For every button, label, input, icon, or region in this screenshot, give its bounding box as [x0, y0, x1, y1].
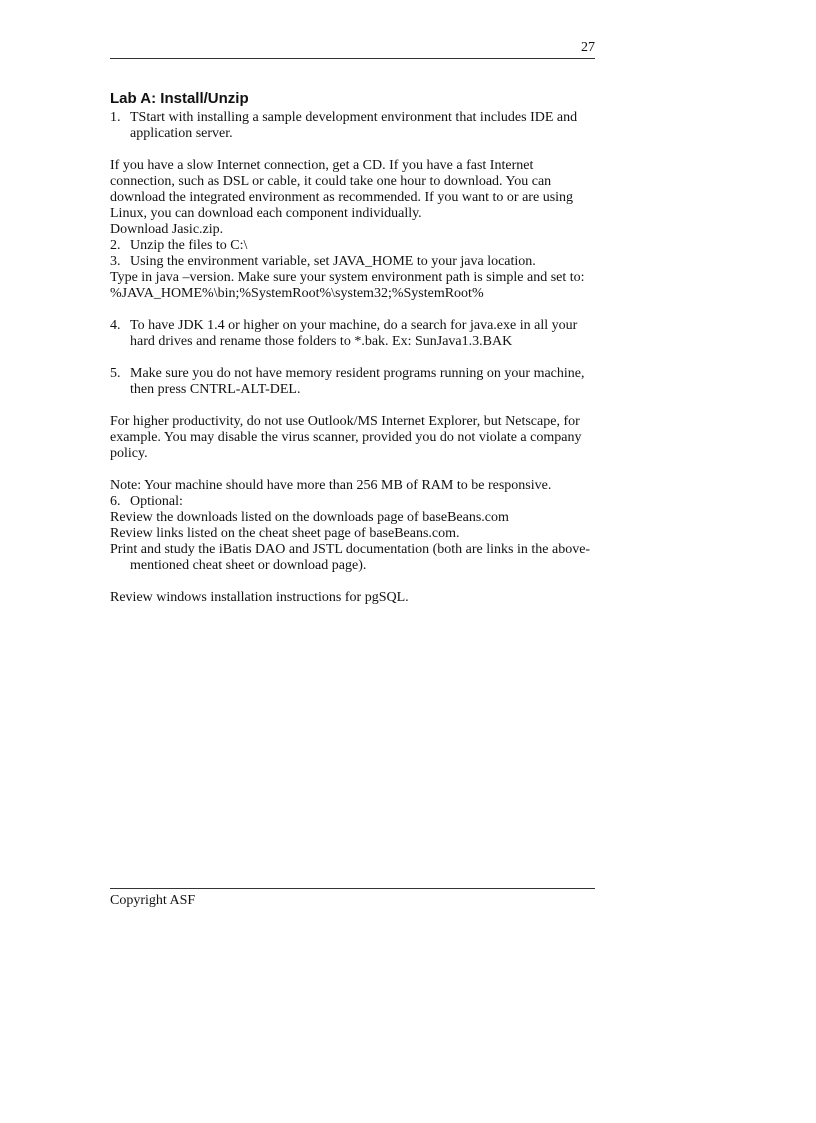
- review-links-line: Review links listed on the cheat sheet page of baseBeans.com.: [110, 526, 460, 541]
- step-number: 2.: [110, 238, 121, 253]
- step-number: 1.: [110, 110, 121, 125]
- step-number: 3.: [110, 254, 121, 269]
- step-number: 5.: [110, 366, 121, 381]
- step-text: TStart with installing a sample development environment that includes IDE and application server.: [130, 110, 578, 141]
- ram-note: Note: Your machine should have more than 256 MB of RAM to be responsive.: [110, 478, 552, 493]
- step-text: Using the environment variable, set JAVA_HOME to your java location.: [130, 254, 536, 269]
- page-number: 27: [581, 40, 595, 55]
- step-2: [110, 238, 595, 254]
- step-4: [110, 318, 595, 350]
- print-study-line: Print and study the iBatis DAO and JSTL documentation (both are links in the above-mentioned cheat sheet or download page).: [110, 542, 591, 573]
- step-text: Optional:: [130, 494, 183, 509]
- step-text: To have JDK 1.4 or higher on your machine, do a search for java.exe in all your hard drives and rename those folders to *.bak. Ex: SunJava1.3.BAK: [130, 318, 578, 349]
- path-line: %JAVA_HOME%\bin;%SystemRoot%\system32;%SystemRoot%: [110, 286, 484, 301]
- step-number: 6.: [110, 494, 121, 509]
- productivity-paragraph: For higher productivity, do not use Outlook/MS Internet Explorer, but Netscape, for example. You may disable the virus scanner, provided you do not violate a company policy.: [110, 414, 582, 461]
- review-downloads-line: Review the downloads listed on the downloads page of baseBeans.com: [110, 510, 509, 525]
- type-in-line: Type in java –version. Make sure your system environment path is simple and set to:: [110, 270, 585, 285]
- header-divider: [110, 58, 595, 59]
- footer-divider: [110, 888, 595, 889]
- footer-copyright: Copyright ASF: [110, 893, 196, 908]
- step-text: Unzip the files to C:\: [130, 238, 248, 253]
- step-3: [110, 254, 595, 270]
- intro-paragraph: If you have a slow Internet connection, get a CD. If you have a fast Internet connection, such as DSL or cable, it could take one hour to download. You can download the integrated environment as recommended. If you want to or are using Linux, you can download each component individually.: [110, 158, 574, 221]
- step-5: [110, 366, 595, 398]
- section-heading: Lab A: Install/Unzip: [110, 90, 249, 107]
- step-6: [110, 494, 595, 510]
- download-line: Download Jasic.zip.: [110, 222, 224, 237]
- step-text: Make sure you do not have memory resident programs running on your machine, then press CNTRL-ALT-DEL.: [130, 366, 585, 397]
- review-windows-line: Review windows installation instructions for pgSQL.: [110, 590, 409, 605]
- content: [110, 90, 595, 606]
- step-number: 4.: [110, 318, 121, 333]
- step-1: [110, 110, 595, 142]
